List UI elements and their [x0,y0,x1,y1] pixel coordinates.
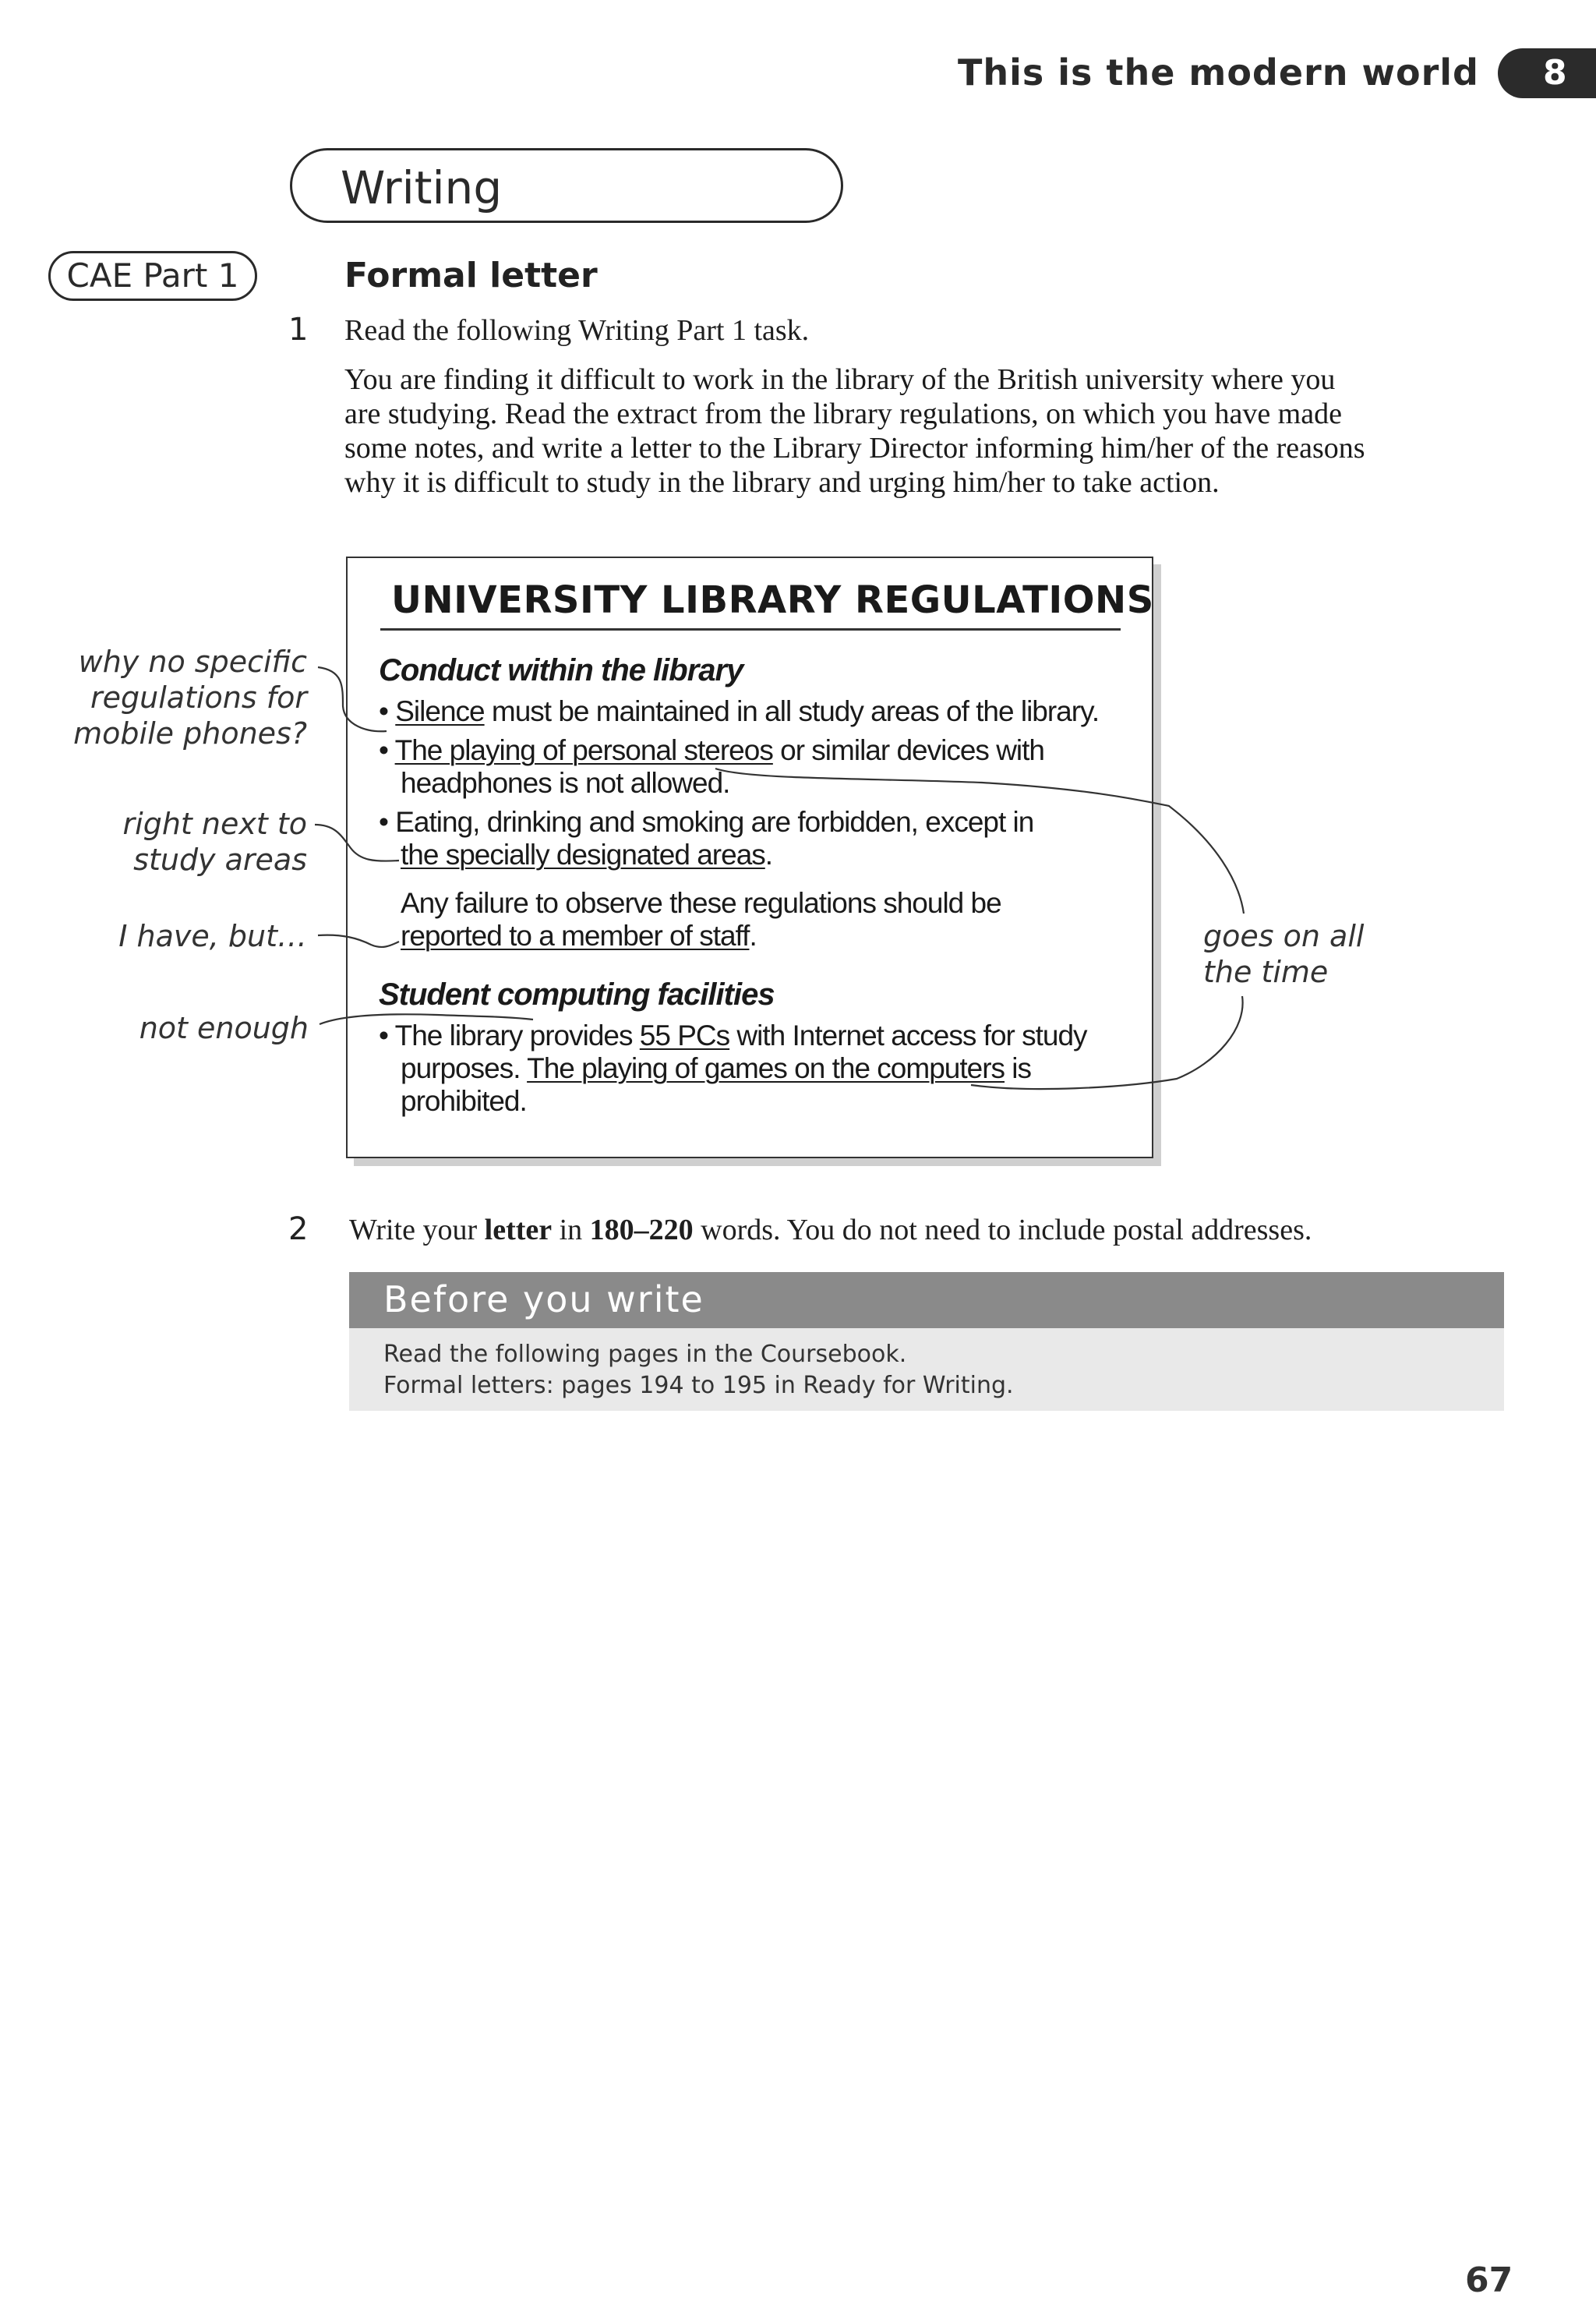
task-paragraph-line: are studying. Read the extract from the library regulations, on which you have made [344,398,1342,430]
rule-computers-line3: prohibited. [401,1085,527,1117]
section-title: Writing [341,161,503,214]
computing-heading: Student computing facilities [379,977,775,1012]
unit-number-tab: 8 [1498,48,1596,98]
sub-heading: Formal letter [344,256,598,295]
note-study-areas: right next to study areas [122,807,307,877]
task-number-1: 1 [288,312,309,348]
unit-title: This is the modern world [958,51,1479,94]
bullet: • [379,695,388,727]
task-paragraph-line: You are finding it difficult to work in the library of the British university where you [344,363,1336,396]
task2-instruction: Write your letter in 180–220 words. You do not need to include postal addresses. [349,1214,1312,1246]
annotation-line-games [971,996,1243,1089]
failure-line1: Any failure to observe these regulations should be [401,887,1001,919]
rule-computers-line2: purposes. The playing of games on the computers is [401,1052,1032,1084]
annotation-line-enough [320,1014,533,1024]
before-you-write-line2: Formal letters: pages 194 to 195 in Ready for Writing. [383,1372,1014,1399]
failure-line2: reported to a member of staff. [401,920,757,952]
before-you-write-line1: Read the following pages in the Coursebook. [383,1341,907,1368]
note-goes-on: goes on all the time [1203,919,1365,989]
before-you-write-header [349,1272,1504,1328]
annotation-line-have [318,935,399,947]
before-you-write-heading: Before you write [383,1278,704,1320]
bullet: • [379,1020,388,1051]
underlined-phrase: Silence [395,695,485,727]
underlined-phrase: 55 PCs [639,1020,730,1051]
rule-stereos: • The playing of personal stereos or similar devices with [379,734,1044,766]
annotation-line-study [315,825,399,861]
note-mobile-phones: why no specific regulations for mobile phones? [73,645,307,751]
note-not-enough: not enough [139,1011,309,1045]
task-number-2: 2 [288,1211,309,1247]
task-paragraph-line: some notes, and write a letter to the Library Director informing him/her of the reasons [344,432,1365,465]
rule-computers: • The library provides 55 PCs with Internet access for study [379,1020,1087,1051]
page-number: 67 [1465,2260,1513,2300]
task-paragraph-line: why it is difficult to study in the library and urging him/her to take action. [344,466,1220,499]
bullet: • [379,806,388,838]
rule-eating: • Eating, drinking and smoking are forbidden, except in [379,806,1034,838]
task-instruction: Read the following Writing Part 1 task. [344,314,810,347]
conduct-heading: Conduct within the library [379,653,743,687]
rule-stereos-line2: headphones is not allowed. [401,767,730,799]
bullet: • [379,734,388,766]
note-i-have: I have, but… [118,919,307,953]
exam-part-label: CAE Part 1 [48,251,257,301]
underlined-phrase: the specially designated areas [401,839,765,871]
underlined-phrase: reported to a member of staff [401,920,750,952]
annotation-line-mobile [318,667,387,731]
regulations-title: UNIVERSITY LIBRARY REGULATIONS [391,578,1154,622]
annotation-line-stereos [715,769,1244,914]
underlined-phrase: The playing of personal stereos [394,734,773,766]
underlined-phrase: The playing of games on the computers [527,1052,1005,1084]
rule-eating-line2: the specially designated areas. [401,839,773,871]
rule-silence: • Silence must be maintained in all study areas of the library. [379,695,1100,727]
